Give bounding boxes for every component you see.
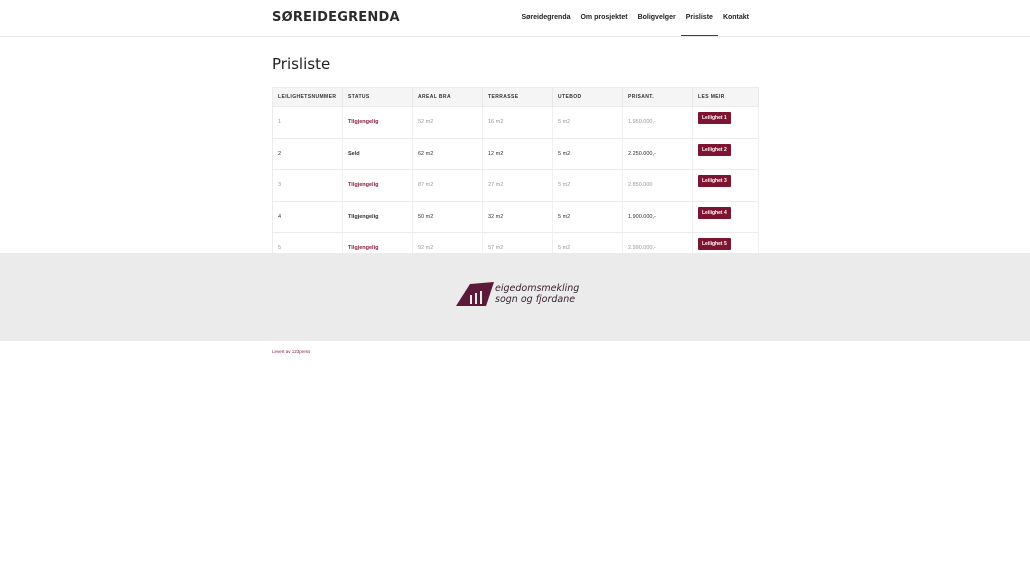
main-nav — [516, 0, 754, 36]
cell-pris: 1.900.000,- — [623, 201, 693, 233]
nav-item-kontakt[interactable]: Kontakt — [722, 14, 749, 21]
leilighet-2-button[interactable]: Leilighet 2 — [698, 144, 731, 156]
table-header-row — [273, 88, 759, 107]
cell-terrasse: 57 m2 — [483, 233, 553, 265]
cell-les-meir — [693, 170, 759, 202]
leilighet-5-button[interactable]: Leilighet 5 — [698, 238, 731, 250]
partner-emblem-icon — [456, 282, 494, 308]
partner-name — [495, 283, 579, 305]
cell-areal: 52 m2 — [413, 107, 483, 139]
nav-item-om-prosjektet[interactable]: Om prosjektet — [580, 14, 628, 21]
cell-pris: 1.950.000,- — [623, 107, 693, 139]
price-table — [272, 87, 759, 265]
cell-les-meir — [693, 138, 759, 170]
cell-terrasse: 27 m2 — [483, 170, 553, 202]
cell-utebod: 5 m2 — [553, 170, 623, 202]
cell-utebod: 5 m2 — [553, 138, 623, 170]
cell-utebod: 5 m2 — [553, 233, 623, 265]
nav-item-boligvelger[interactable]: Boligvelger — [637, 14, 676, 21]
cell-utebod: 5 m2 — [553, 107, 623, 139]
cell-areal: 87 m2 — [413, 170, 483, 202]
table-row — [273, 201, 759, 233]
table-row — [273, 107, 759, 139]
cell-pris: 2.990.000,- — [623, 233, 693, 265]
cell-nr: 2 — [273, 138, 343, 170]
page-title: Prisliste — [272, 55, 331, 73]
cell-status: Seld — [343, 138, 413, 170]
cell-terrasse: 16 m2 — [483, 107, 553, 139]
partner-logo[interactable] — [456, 282, 581, 312]
partner-line-1: eigedomsmekling — [495, 283, 580, 294]
cell-pris: 2.250.000,- — [623, 138, 693, 170]
col-header-areal: AREAL BRA — [413, 88, 483, 107]
cell-status: Tilgjengelig — [343, 170, 413, 202]
leilighet-1-button[interactable]: Leilighet 1 — [698, 112, 731, 124]
col-header-prisant: PRISANT. — [623, 88, 693, 107]
table-row — [273, 170, 759, 202]
col-header-les-meir: LES MEIR — [693, 88, 759, 107]
table-row — [273, 138, 759, 170]
cell-areal: 92 m2 — [413, 233, 483, 265]
cell-nr: 4 — [273, 201, 343, 233]
leilighet-3-button[interactable]: Leilighet 3 — [698, 175, 731, 187]
cell-terrasse: 12 m2 — [483, 138, 553, 170]
nav-item-soreidegrenda[interactable]: Søreidegrenda — [521, 14, 571, 21]
cell-utebod: 5 m2 — [553, 201, 623, 233]
cell-terrasse: 32 m2 — [483, 201, 553, 233]
cell-pris: 2.850.000 — [623, 170, 693, 202]
site-header — [0, 0, 1030, 37]
col-header-leilighetsnummer: LEILIGHETSNUMMER — [273, 88, 343, 107]
site-logo[interactable]: SØREIDEGRENDA — [272, 10, 400, 25]
cell-areal: 50 m2 — [413, 201, 483, 233]
leilighet-4-button[interactable]: Leilighet 4 — [698, 207, 731, 219]
cell-nr: 3 — [273, 170, 343, 202]
col-header-status: STATUS — [343, 88, 413, 107]
credit-link[interactable]: Levert av 123press — [272, 349, 311, 354]
cell-les-meir — [693, 107, 759, 139]
cell-les-meir — [693, 201, 759, 233]
cell-nr: 5 — [273, 233, 343, 265]
partner-line-2: sogn og fjordane — [495, 294, 576, 305]
cell-status: Tilgjengelig — [343, 201, 413, 233]
col-header-terrasse: TERRASSE — [483, 88, 553, 107]
cell-status: Tilgjengelig — [343, 107, 413, 139]
cell-areal: 62 m2 — [413, 138, 483, 170]
cell-status: Tilgjengelig — [343, 233, 413, 265]
col-header-utebod: UTEBOD — [553, 88, 623, 107]
cell-nr: 1 — [273, 107, 343, 139]
nav-item-prisliste[interactable]: Prisliste — [681, 0, 718, 36]
